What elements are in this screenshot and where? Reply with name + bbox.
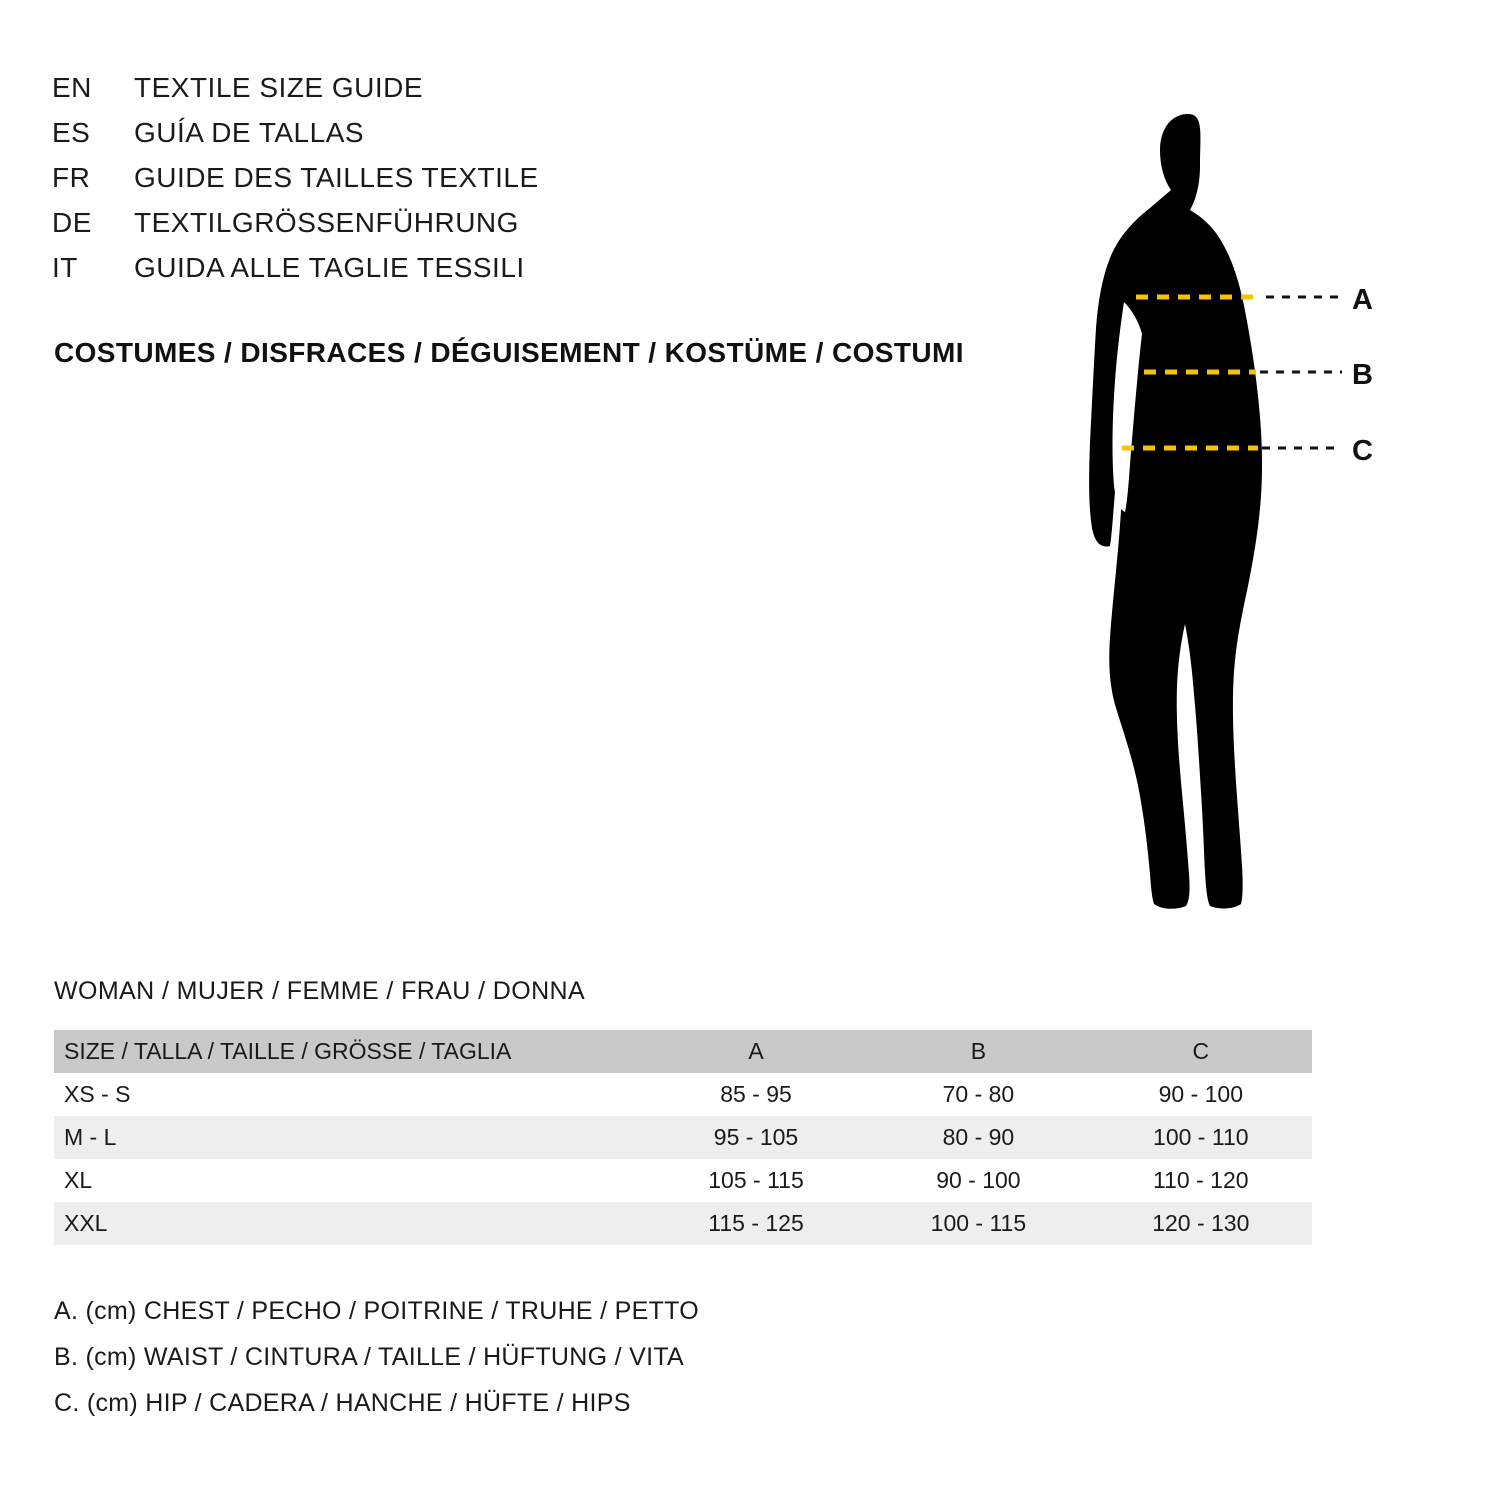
- language-title: GUIDE DES TAILLES TEXTILE: [134, 162, 539, 193]
- table-group-label: WOMAN / MUJER / FEMME / FRAU / DONNA: [54, 977, 586, 1005]
- legend-list: [54, 1297, 1154, 1435]
- cell-c: 90 - 100: [1158, 1080, 1243, 1107]
- language-row: [52, 117, 1032, 162]
- cell-size: XL: [64, 1166, 93, 1193]
- cell-size: XS - S: [64, 1080, 131, 1107]
- cell-b: 80 - 90: [942, 1123, 1015, 1150]
- language-title: TEXTILE SIZE GUIDE: [134, 72, 424, 103]
- language-code: IT: [52, 252, 78, 283]
- cell-c: 110 - 120: [1153, 1166, 1249, 1193]
- table-header-b: B: [970, 1037, 987, 1064]
- legend-row-b: B. (cm) WAIST / CINTURA / TAILLE / HÜFTUNG / VITA: [54, 1343, 685, 1371]
- language-code: EN: [52, 72, 92, 103]
- category-title: COSTUMES / DISFRACES / DÉGUISEMENT / KOSTÜME / COSTUMI: [54, 337, 964, 368]
- language-code: DE: [52, 207, 92, 238]
- table-row: [54, 1116, 1312, 1159]
- cell-a: 115 - 125: [708, 1209, 804, 1236]
- cell-b: 100 - 115: [930, 1209, 1027, 1236]
- language-code: ES: [52, 117, 91, 148]
- size-table: [54, 1030, 1312, 1245]
- language-row: [52, 72, 1032, 117]
- cell-c: 120 - 130: [1152, 1209, 1250, 1236]
- measure-label-c: C: [1352, 435, 1373, 467]
- language-title: GUÍA DE TALLAS: [134, 117, 365, 148]
- table-row: [54, 1073, 1312, 1116]
- table-header-row: [54, 1030, 1312, 1073]
- language-list: [52, 72, 1032, 297]
- measure-label-a: A: [1352, 284, 1373, 316]
- legend-row-a: A. (cm) CHEST / PECHO / POITRINE / TRUHE / PETTO: [54, 1297, 700, 1325]
- table-header-a: A: [748, 1037, 764, 1064]
- cell-size: XXL: [64, 1209, 108, 1236]
- cell-a: 95 - 105: [713, 1123, 799, 1150]
- legend-row-c: C. (cm) HIP / CADERA / HANCHE / HÜFTE / HIPS: [54, 1389, 631, 1417]
- language-title: TEXTILGRÖSSENFÜHRUNG: [134, 207, 519, 238]
- measure-label-b: B: [1352, 359, 1373, 391]
- language-row: [52, 207, 1032, 252]
- language-code: FR: [52, 162, 91, 193]
- cell-a: 105 - 115: [708, 1166, 804, 1193]
- cell-b: 70 - 80: [942, 1080, 1015, 1107]
- table-header-size: SIZE / TALLA / TAILLE / GRÖSSE / TAGLIA: [64, 1037, 512, 1064]
- cell-size: M - L: [64, 1123, 117, 1150]
- measurement-figure: [1040, 62, 1460, 932]
- cell-a: 85 - 95: [720, 1080, 792, 1107]
- language-title: GUIDA ALLE TAGLIE TESSILI: [134, 252, 525, 283]
- table-header-c: C: [1192, 1037, 1210, 1064]
- cell-c: 100 - 110: [1153, 1123, 1249, 1150]
- woman-silhouette-shape: [1089, 114, 1262, 909]
- table-row: [54, 1202, 1312, 1245]
- table-row: [54, 1159, 1312, 1202]
- language-row: [52, 252, 1032, 297]
- cell-b: 90 - 100: [936, 1166, 1021, 1193]
- language-row: [52, 162, 1032, 207]
